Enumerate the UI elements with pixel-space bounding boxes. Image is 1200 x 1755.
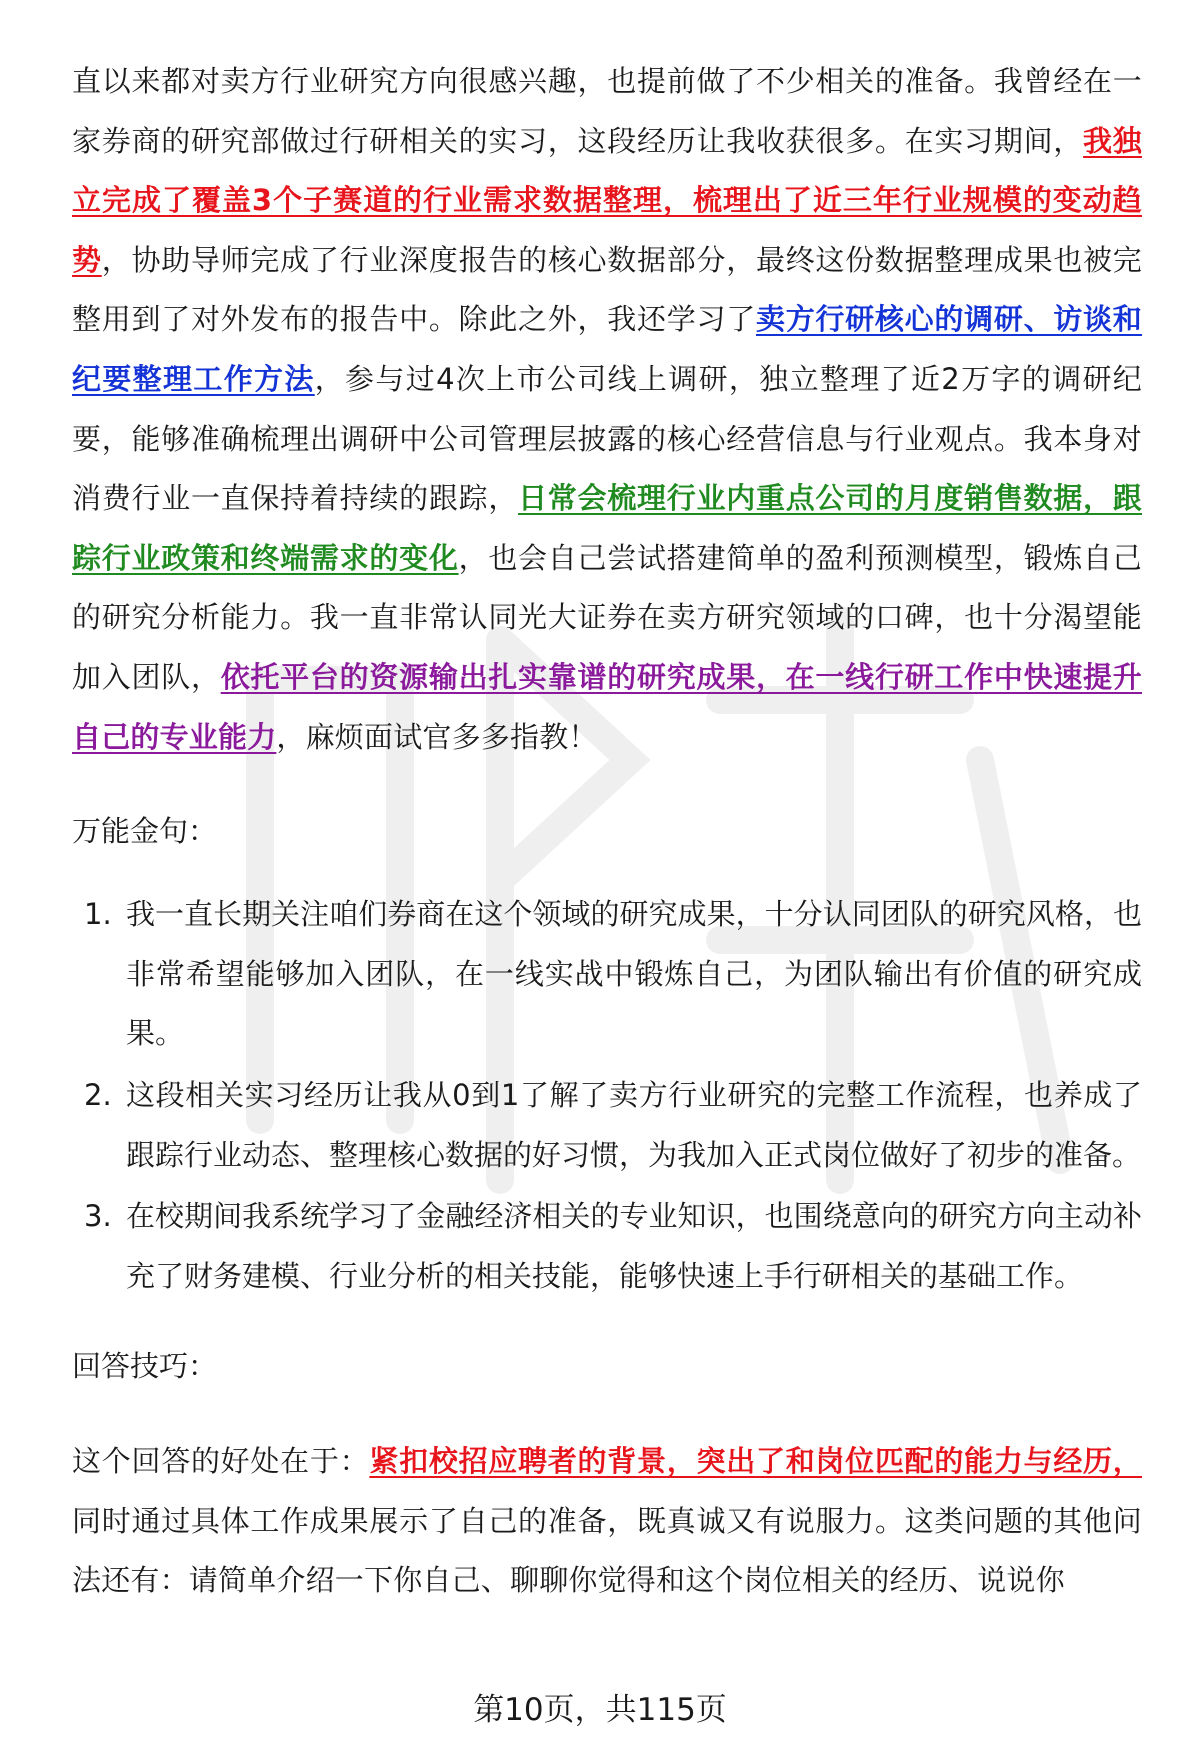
phrase-list [72,885,1142,1306]
text-segment: ，麻烦面试官多多指教！ [276,719,598,754]
highlight-blue: 卖方行研核心的调研、访谈和纪要整理工作方法 [72,302,1142,396]
list-item [72,1066,1142,1185]
highlight-purple: 依托平台的资源输出扎实靠谱的研究成果，在一线行研工作中快速提升自己的专业能力 [72,659,1142,754]
text-segment: ，参与过4次上市公司线上调研，独立整理了近2万字的调研纪要，能够准确梳理出调研中公司管理层披露的核心经营信息与行业观点。我本身对消费行业一直保持着持续的跟踪， [72,361,1142,516]
text-segment: 直以来都对卖方行业研究方向很感兴趣，也提前做了不少相关的准备。我曾经在一家券商的研究部做过行研相关的实习，这段经历让我收获很多。在实习期间， [72,64,1142,158]
text-segment: ，也会自己尝试搭建简单的盈利预测模型，锻炼自己的研究分析能力。我一直非常认同光大证券在卖方研究领域的口碑，也十分渴望能加入团队， [72,540,1142,694]
section-heading-tips: 回答技巧： [72,1349,218,1384]
list-text: 在校期间我系统学习了金融经济相关的专业知识，也围绕意向的研究方向主动补充了财务建模、行业分析的相关技能，能够快速上手行研相关的基础工作。 [126,1199,1142,1293]
text-segment: 这个回答的好处在于： [72,1444,370,1479]
text-segment: 同时通过具体工作成果展示了自己的准备，既真诚又有说服力。这类问题的其他问法还有：请简单介绍一下你自己、聊聊你觉得和这个岗位相关的经历、说说你 [72,1503,1142,1598]
list-number: 3. [84,1199,112,1234]
section-heading-phrases: 万能金句： [72,814,218,849]
paragraph-intro [72,52,1142,767]
highlight-red: 我独立完成了覆盖3个子赛道的行业需求数据整理，梳理出了近三年行业规模的变动趋势 [72,123,1142,277]
document-page [72,52,1142,1611]
text-segment: ，协助导师完成了行业深度报告的核心数据部分，最终这份数据整理成果也被完整用到了对外发布的报告中。除此之外，我还学习了 [72,242,1142,337]
list-number: 2. [84,1077,112,1112]
list-item [72,885,1142,1064]
list-text: 我一直长期关注咱们券商在这个领域的研究成果，十分认同团队的研究风格，也非常希望能够加入团队，在一线实战中锻炼自己，为团队输出有价值的研究成果。 [126,897,1142,1051]
highlight-red: 紧扣校招应聘者的背景，突出了和岗位匹配的能力与经历， [369,1444,1142,1479]
paragraph-answer [72,1432,1142,1611]
list-text: 这段相关实习经历让我从0到1了解了卖方行业研究的完整工作流程，也养成了跟踪行业动态、整理核心数据的好习惯，为我加入正式岗位做好了初步的准备。 [126,1077,1142,1172]
page-footer: 第10页，共115页 [473,1692,727,1728]
list-item [72,1187,1142,1306]
list-number: 1. [84,897,112,932]
highlight-green: 日常会梳理行业内重点公司的月度销售数据，跟踪行业政策和终端需求的变化 [72,481,1142,575]
